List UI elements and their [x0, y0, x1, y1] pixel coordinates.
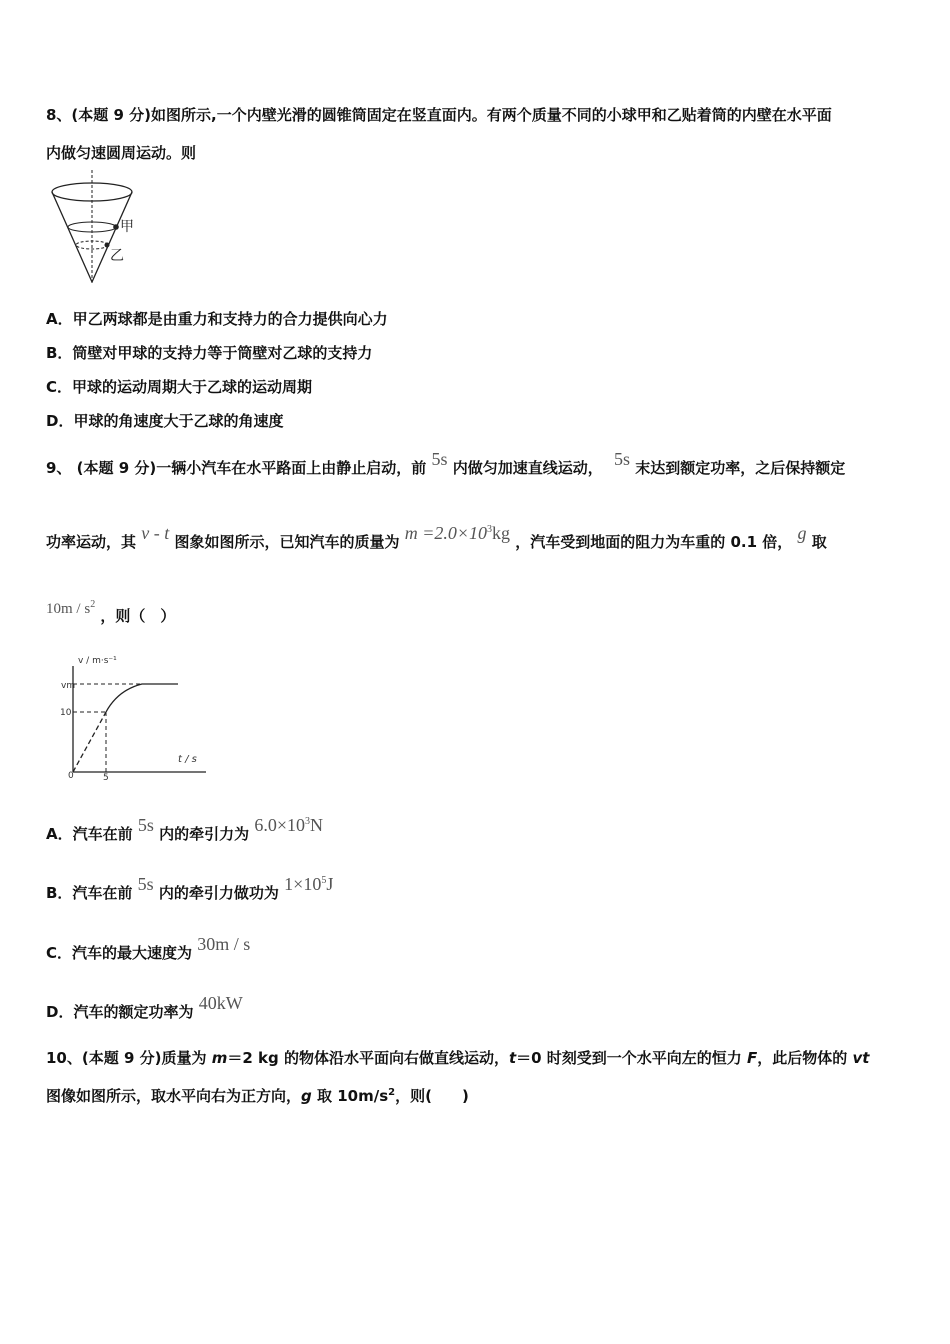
- q9-option-c: C．汽车的最大速度为 30m / s: [46, 934, 251, 962]
- q9-option-d: D．汽车的额定功率为 40kW: [46, 993, 243, 1021]
- q9-stem-line1: 9、 (本题 9 分)一辆小汽车在水平路面上由静止启动，前 5s 内做匀加速直线运动， 5s 末达到额定功率，之后保持额定: [46, 449, 846, 477]
- tick-vm: vm: [61, 681, 76, 691]
- ball-jia: [113, 224, 119, 230]
- formula-5s: 5s: [431, 449, 448, 469]
- formula-mass: $m =2.0\times 10^3kg$: [404, 523, 511, 543]
- formula-work: $1\times 10^5J$: [284, 874, 334, 894]
- q10-stem-line2: 图像如图所示，取水平向右为正方向，g 取 $10m/s^2$，则( ): [46, 1087, 469, 1105]
- q9-option-a: A．汽车在前 5s 内的牵引力为 $6.0\times 10^3N$: [46, 815, 324, 843]
- q8-option-b: B．筒壁对甲球的支持力等于筒壁对乙球的支持力: [46, 344, 373, 362]
- tick-10: 10: [60, 708, 72, 718]
- q8-option-c: C．甲球的运动周期大于乙球的运动周期: [46, 378, 313, 396]
- q8-option-a: A．甲乙两球都是由重力和支持力的合力提供向心力: [46, 310, 388, 328]
- q9-option-b: B．汽车在前 5s 内的牵引力做功为 $1\times 10^5J$: [46, 874, 334, 902]
- q8-option-d: D．甲球的角速度大于乙球的角速度: [46, 412, 284, 430]
- vt-graph: [56, 652, 216, 780]
- x-axis-label: t / s: [178, 754, 197, 765]
- tick-5: 5: [103, 773, 109, 780]
- q9-stem-line3: $10m / s^2$ ，则（ ）: [46, 599, 176, 625]
- y-axis-label: v / m·s⁻¹: [78, 656, 117, 666]
- q9-stem-line2: 功率运动，其 v - t 图象如图所示，已知汽车的质量为 $m =2.0\times 10^3kg$ ，汽车受到地面的阻力为车重的 0.1 倍， g 取: [46, 523, 827, 551]
- formula-v-t: v - t: [141, 523, 170, 543]
- formula-g-value: $10m / s^2$: [46, 599, 96, 617]
- ball-yi: [105, 243, 110, 248]
- label-yi: 乙: [110, 248, 124, 264]
- formula-speed: 30m / s: [197, 934, 251, 954]
- label-jia: 甲: [120, 219, 134, 235]
- q8-stem-line2: 内做匀速圆周运动。则: [46, 144, 197, 162]
- formula-force: $6.0\times 10^3N$: [254, 815, 324, 835]
- formula-5s: 5s: [614, 449, 631, 469]
- cone-figure: [44, 168, 154, 286]
- tick-0: 0: [68, 771, 74, 780]
- q8-stem-line1: 8、(本题 9 分)如图所示,一个内壁光滑的圆锥筒固定在竖直面内。有两个质量不同的小球甲和乙贴着筒的内壁在水平面: [46, 106, 832, 124]
- formula-g: g: [797, 523, 807, 543]
- formula-power: 40kW: [198, 993, 243, 1013]
- q10-stem-line1: 10、(本题 9 分)质量为 m＝2 kg 的物体沿水平面向右做直线运动，t＝0 时刻受到一个水平向左的恒力 F，此后物体的 vt: [46, 1049, 870, 1067]
